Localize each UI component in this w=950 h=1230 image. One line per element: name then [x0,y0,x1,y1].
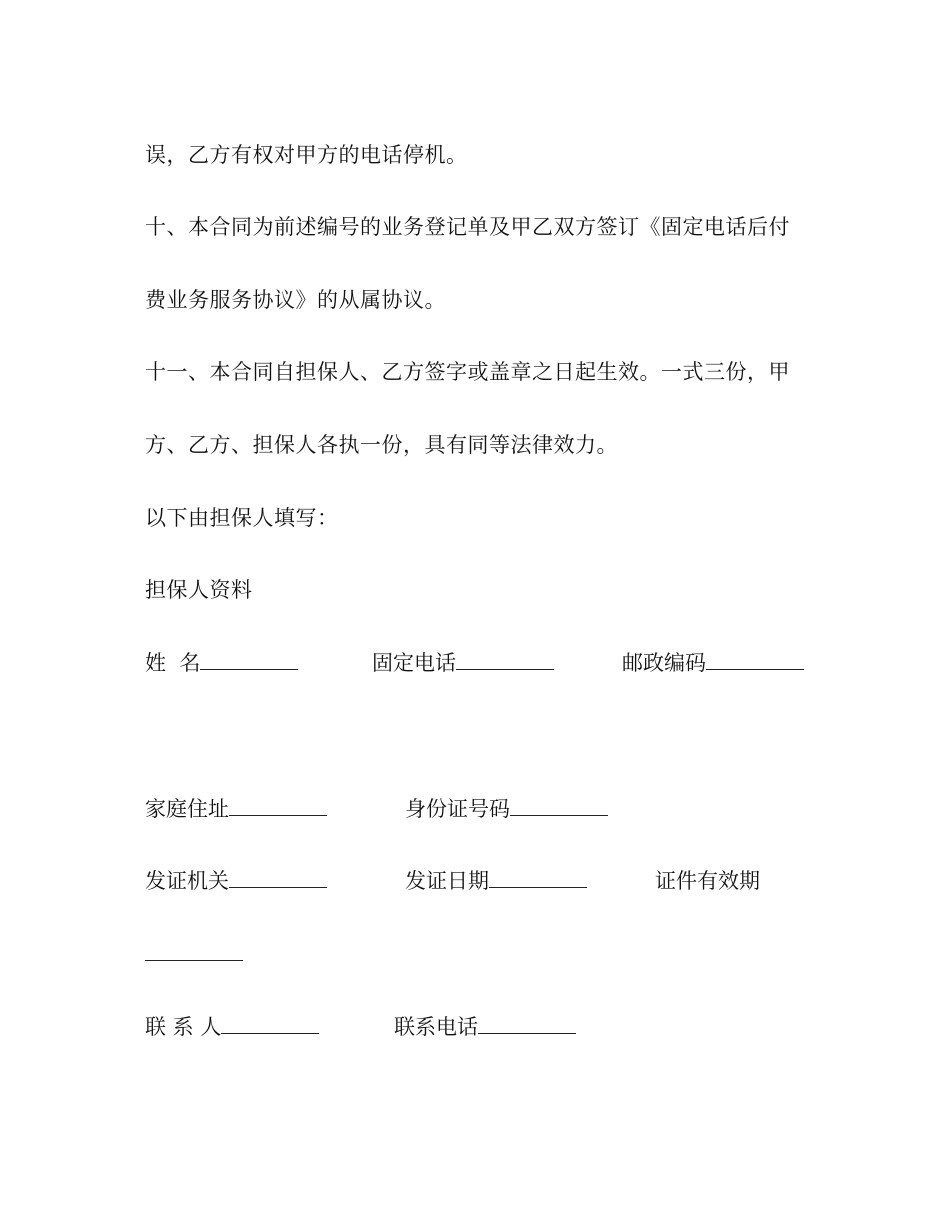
section-heading: 担保人资料 [145,578,253,602]
name-label: 姓 名 [145,651,201,675]
id-number-field [405,795,608,823]
contact-phone-label: 联系电话 [394,1015,478,1039]
issue-date-label: 发证日期 [405,869,489,893]
validity-blank[interactable] [145,940,243,961]
validity-blank-row [145,940,243,968]
name-blank[interactable] [200,649,298,670]
id-number-blank[interactable] [510,795,608,816]
landline-blank[interactable] [456,649,554,670]
validity-label: 证件有效期 [655,869,760,893]
validity-field [655,867,760,895]
name-field [145,649,298,677]
postcode-blank[interactable] [706,649,804,670]
paragraph-line-1: 误，乙方有权对甲方的电话停机。 [145,143,468,167]
landline-label: 固定电话 [372,651,456,675]
address-label: 家庭住址 [145,797,229,821]
contact-phone-field [394,1013,576,1041]
contact-person-field [145,1013,319,1041]
landline-field [372,649,554,677]
paragraph-line-5: 方、乙方、担保人各执一份，具有同等法律效力。 [145,433,618,457]
paragraph-line-3: 费业务服务协议》的从属协议。 [145,288,446,312]
contact-phone-blank[interactable] [478,1013,576,1034]
postcode-field [622,649,804,677]
issuing-authority-label: 发证机关 [145,869,229,893]
contact-person-blank[interactable] [221,1013,319,1034]
address-blank[interactable] [229,795,327,816]
paragraph-line-2: 十、本合同为前述编号的业务登记单及甲乙双方签订《固定电话后付 [145,215,790,239]
contact-person-label: 联 系 人 [145,1015,222,1039]
id-number-label: 身份证号码 [405,797,510,821]
paragraph-line-4: 十一、本合同自担保人、乙方签字或盖章之日起生效。一式三份，甲 [145,360,790,384]
issue-date-field [405,867,587,895]
address-field [145,795,327,823]
fill-instruction: 以下由担保人填写： [145,506,339,530]
issue-date-blank[interactable] [489,867,587,888]
issuing-authority-field [145,867,327,895]
issuing-authority-blank[interactable] [229,867,327,888]
postcode-label: 邮政编码 [622,651,706,675]
